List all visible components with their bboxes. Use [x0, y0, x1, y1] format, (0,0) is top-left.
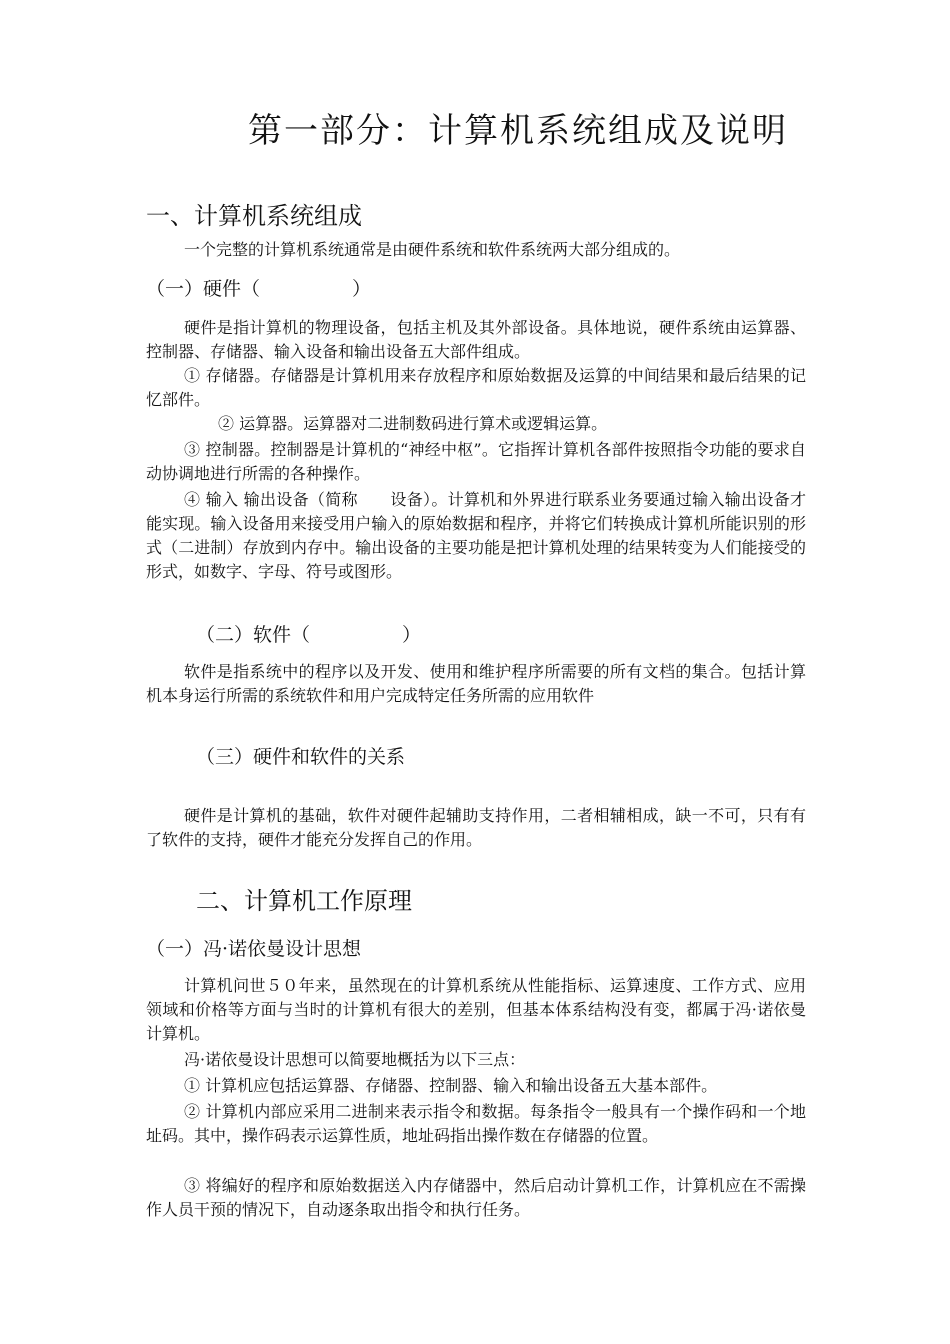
section-1-heading: 一、计算机系统组成 [146, 202, 362, 230]
von-neumann-paragraph: 计算机问世５０年来，虽然现在的计算机系统从性能指标、运算速度、工作方式、应用领域和价格等方面与当时的计算机有很大的差别，但基本体系结构没有变，都属于冯·诺依曼计算机。 [146, 976, 806, 1043]
relation-paragraph: 硬件是计算机的基础，软件对硬件起辅助支持作用，二者相辅相成，缺一不可，只有有了软件的支持，硬件才能充分发挥自己的作用。 [146, 806, 806, 849]
software-heading [196, 620, 421, 647]
von-neumann-heading: （一）冯·诺依曼设计思想 [146, 938, 362, 960]
von-neumann-point-2: ② 计算机内部应采用二进制来表示指令和数据。每条指令一般具有一个操作码和一个地址码。其中，操作码表示运算性质，地址码指出操作数在存储器的位置。 [146, 1102, 806, 1145]
software-heading-close: ） [402, 624, 422, 646]
hardware-item-memory: ① 存储器。存储器是计算机用来存放程序和原始数据及运算的中间结果和最后结果的记忆部件。 [146, 366, 806, 409]
relation-heading: （三）硬件和软件的关系 [196, 746, 406, 768]
document-title: 第一部分：计算机系统组成及说明 [248, 111, 788, 151]
hardware-heading-open: （一）硬件（ [146, 278, 261, 300]
hardware-heading [146, 274, 371, 301]
von-neumann-point-3: ③ 将编好的程序和原始数据送入内存储器中，然后启动计算机工作，计算机应在不需操作人员干预的情况下，自动逐条取出指令和执行任务。 [146, 1176, 806, 1219]
hardware-heading-close: ） [352, 278, 372, 300]
hardware-item-alu: ② 运算器。运算器对二进制数码进行算术或逻辑运算。 [218, 414, 608, 433]
hardware-item-io: ④ 输入 输出设备（简称 设备）。计算机和外界进行联系业务要通过输入输出设备才能实现。输入设备用来接受用户输入的原始数据和程序，并将它们转换成计算机所能识别的形式（二进制）存放到内存中。输出设备的主要功能是把计算机处理的结果转变为人们能接受的形式，如数字、字母、符号或图形。 [146, 490, 806, 581]
software-paragraph: 软件是指系统中的程序以及开发、使用和维护程序所需要的所有文档的集合。包括计算机本身运行所需的系统软件和用户完成特定任务所需的应用软件 [146, 662, 806, 705]
hardware-item-control: ③ 控制器。控制器是计算机的“神经中枢”。它指挥计算机各部件按照指令功能的要求自动协调地进行所需的各种操作。 [146, 440, 806, 483]
von-neumann-point-1: ① 计算机应包括运算器、存储器、控制器、输入和输出设备五大基本部件。 [184, 1076, 718, 1095]
section-1-intro: 一个完整的计算机系统通常是由硬件系统和软件系统两大部分组成的。 [184, 240, 681, 259]
section-2-heading: 二、计算机工作原理 [196, 887, 412, 915]
hardware-paragraph: 硬件是指计算机的物理设备，包括主机及其外部设备。具体地说，硬件系统由运算器、控制器、存储器、输入设备和输出设备五大部件组成。 [146, 318, 806, 361]
software-heading-open: （二）软件（ [196, 624, 311, 646]
von-neumann-summary: 冯·诺依曼设计思想可以简要地概括为以下三点： [184, 1050, 526, 1069]
